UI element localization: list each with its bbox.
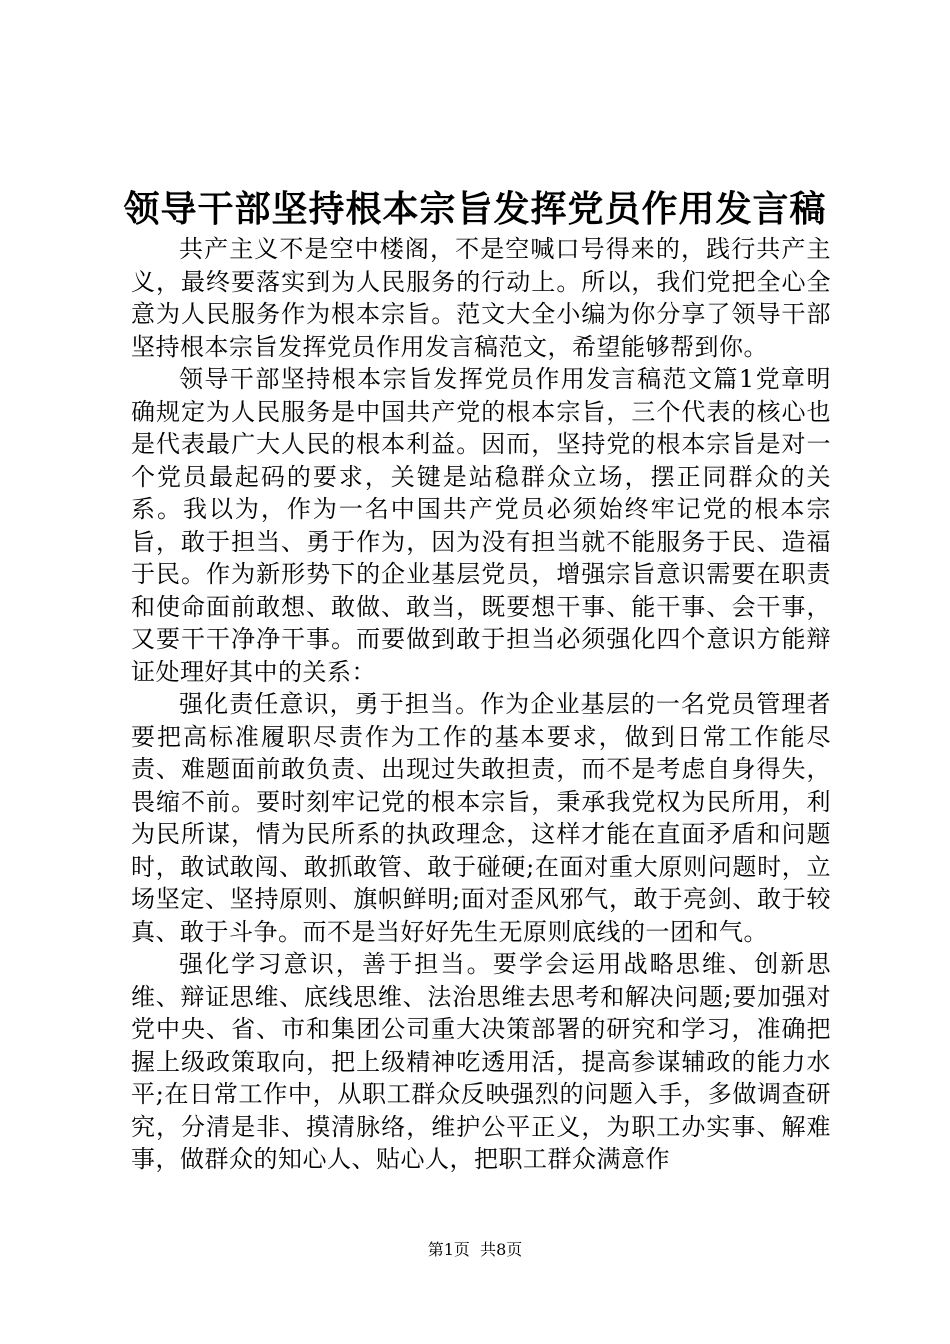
paragraph-learning: 强化学习意识，善于担当。要学会运用战略思维、创新思维、辩证思维、底线思维、法治思维去思考和解决问题;要加强对党中央、省、市和集团公司重大决策部署的研究和学习，准确把握上级政策取向，把上级精神吃透用活，提高参谋辅政的能力水平;在日常工作中，从职工群众反映强烈的问题入手，多做调查研究，分清是非、摸清脉络，维护公平正义，为职工办实事、解难事，做群众的知心人、贴心人，把职工群众满意作 <box>131 950 831 1173</box>
document-title: 领导干部坚持根本宗旨发挥党员作用发言稿 <box>123 188 827 230</box>
page-footer <box>0 1238 950 1262</box>
page-number: 第1页 共8页 <box>427 1240 523 1259</box>
paragraph-responsibility: 强化责任意识，勇于担当。作为企业基层的一名党员管理者要把高标准履职尽责作为工作的基本要求，做到日常工作能尽责、难题面前敢负责、出现过失敢担责，而不是考虑自身得失，畏缩不前。要时刻牢记党的根本宗旨，秉承我党权为民所用，利为民所谋，情为民所系的执政理念，这样才能在直面矛盾和问题时，敢试敢闯、敢抓敢管、敢于碰硬;在面对重大原则问题时，立场坚定、坚持原则、旗帜鲜明;面对歪风邪气，敢于亮剑、敢于较真、敢于斗争。而不是当好好先生无原则底线的一团和气。 <box>131 690 831 946</box>
document-body <box>131 233 831 1176</box>
paragraph-intro: 共产主义不是空中楼阁，不是空喊口号得来的，践行共产主义，最终要落实到为人民服务的行动上。所以，我们党把全心全意为人民服务作为根本宗旨。范文大全小编为你分享了领导干部坚持根本宗旨发挥党员作用发言稿范文，希望能够帮到你。 <box>131 235 831 361</box>
paragraph-article-1: 领导干部坚持根本宗旨发挥党员作用发言稿范文篇1党章明确规定为人民服务是中国共产党的根本宗旨，三个代表的核心也是代表最广大人民的根本利益。因而，坚持党的根本宗旨是对一个党员最起码的要求，关键是站稳群众立场，摆正同群众的关系。我以为，作为一名中国共产党员必须始终牢记党的根本宗旨，敢于担当、勇于作为，因为没有担当就不能服务于民、造福于民。作为新形势下的企业基层党员，增强宗旨意识需要在职责和使命面前敢想、敢做、敢当，既要想干事、能干事、会干事，又要干干净净干事。而要做到敢于担当必须强化四个意识方能辩证处理好其中的关系： <box>131 365 831 686</box>
